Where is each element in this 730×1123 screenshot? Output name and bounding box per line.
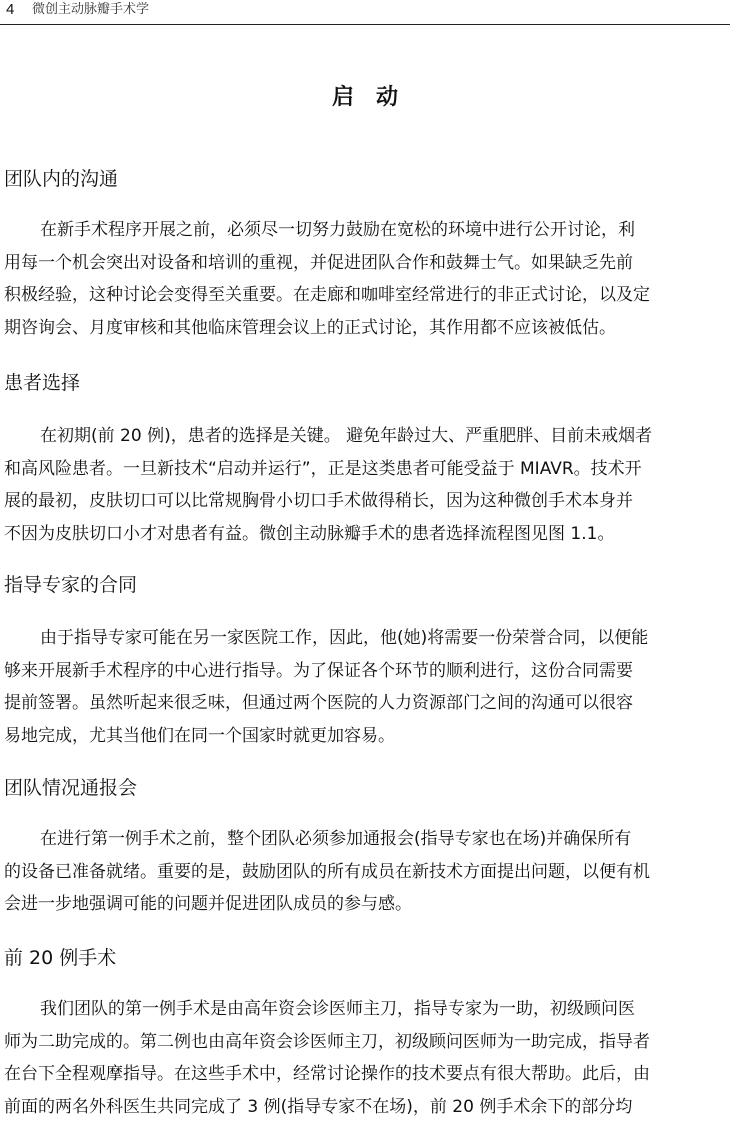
paragraph-line: 师为二助完成的。第二例也由高年资会诊医师主刀，初级顾问医师为一助完成，指导者 — [4, 1026, 730, 1059]
paragraph-line: 提前签署。虽然听起来很乏味，但通过两个医院的人力资源部门之间的沟通可以很容 — [4, 687, 730, 720]
paragraph-line: 在进行第一例手术之前，整个团队必须参加通报会(指导专家也在场)并确保所有 — [4, 823, 730, 856]
paragraph-line: 展的最初，皮肤切口可以比常规胸骨小切口手术做得稍长，因为这种微创手术本身并 — [4, 485, 730, 518]
paragraph-line: 由于指导专家可能在另一家医院工作，因此，他(她)将需要一份荣誉合同，以便能 — [4, 622, 730, 655]
paragraph-first-20-cases — [4, 993, 730, 1123]
section-heading-team-communication: 团队内的沟通 — [4, 166, 118, 192]
paragraph-line: 在台下全程观摩指导。在这些手术中，经常讨论操作的技术要点有很大帮助。此后，由 — [4, 1058, 730, 1091]
paragraph-line: 前面的两名外科医生共同完成了 3 例(指导专家不在场)，前 20 例手术余下的部分均 — [4, 1091, 730, 1123]
paragraph-line: 易地完成，尤其当他们在同一个国家时就更加容易。 — [4, 720, 730, 753]
chapter-title: 启动 — [0, 84, 730, 112]
paragraph-patient-selection — [4, 420, 730, 550]
paragraph-line: 期咨询会、月度审核和其他临床管理会议上的正式讨论，其作用都不应该被低估。 — [4, 312, 730, 345]
paragraph-line: 在初期(前 20 例)，患者的选择是关键。 避免年龄过大、严重肥胖、目前未戒烟者 — [4, 420, 730, 453]
paragraph-line: 和高风险患者。一旦新技术“启动并运行”，正是这类患者可能受益于 MIAVR。技术开 — [4, 453, 730, 486]
running-title: 微创主动脉瓣手术学 — [32, 1, 149, 19]
paragraph-team-briefing — [4, 823, 730, 921]
paragraph-line: 不因为皮肤切口小才对患者有益。微创主动脉瓣手术的患者选择流程图见图 1.1。 — [4, 518, 730, 551]
page-number: 4 — [6, 0, 14, 20]
paragraph-line: 够来开展新手术程序的中心进行指导。为了保证各个环节的顺利进行，这份合同需要 — [4, 655, 730, 688]
section-heading-patient-selection: 患者选择 — [4, 370, 80, 396]
paragraph-line: 在新手术程序开展之前，必须尽一切努力鼓励在宽松的环境中进行公开讨论，利 — [4, 214, 730, 247]
section-heading-first-20-cases: 前 20 例手术 — [4, 945, 116, 971]
paragraph-line: 积极经验，这种讨论会变得至关重要。在走廊和咖啡室经常进行的非正式讨论，以及定 — [4, 279, 730, 312]
paragraph-mentor-contract — [4, 622, 730, 752]
paragraph-line: 会进一步地强调可能的问题并促进团队成员的参与感。 — [4, 888, 730, 921]
paragraph-line: 的设备已准备就绪。重要的是，鼓励团队的所有成员在新技术方面提出问题，以便有机 — [4, 856, 730, 889]
paragraph-line: 我们团队的第一例手术是由高年资会诊医师主刀，指导专家为一助，初级顾问医 — [4, 993, 730, 1026]
paragraph-line: 用每一个机会突出对设备和培训的重视，并促进团队合作和鼓舞士气。如果缺乏先前 — [4, 247, 730, 280]
page-header — [0, 0, 730, 25]
section-heading-mentor-contract: 指导专家的合同 — [4, 572, 137, 598]
paragraph-team-communication — [4, 214, 730, 344]
section-heading-team-briefing: 团队情况通报会 — [4, 775, 137, 801]
